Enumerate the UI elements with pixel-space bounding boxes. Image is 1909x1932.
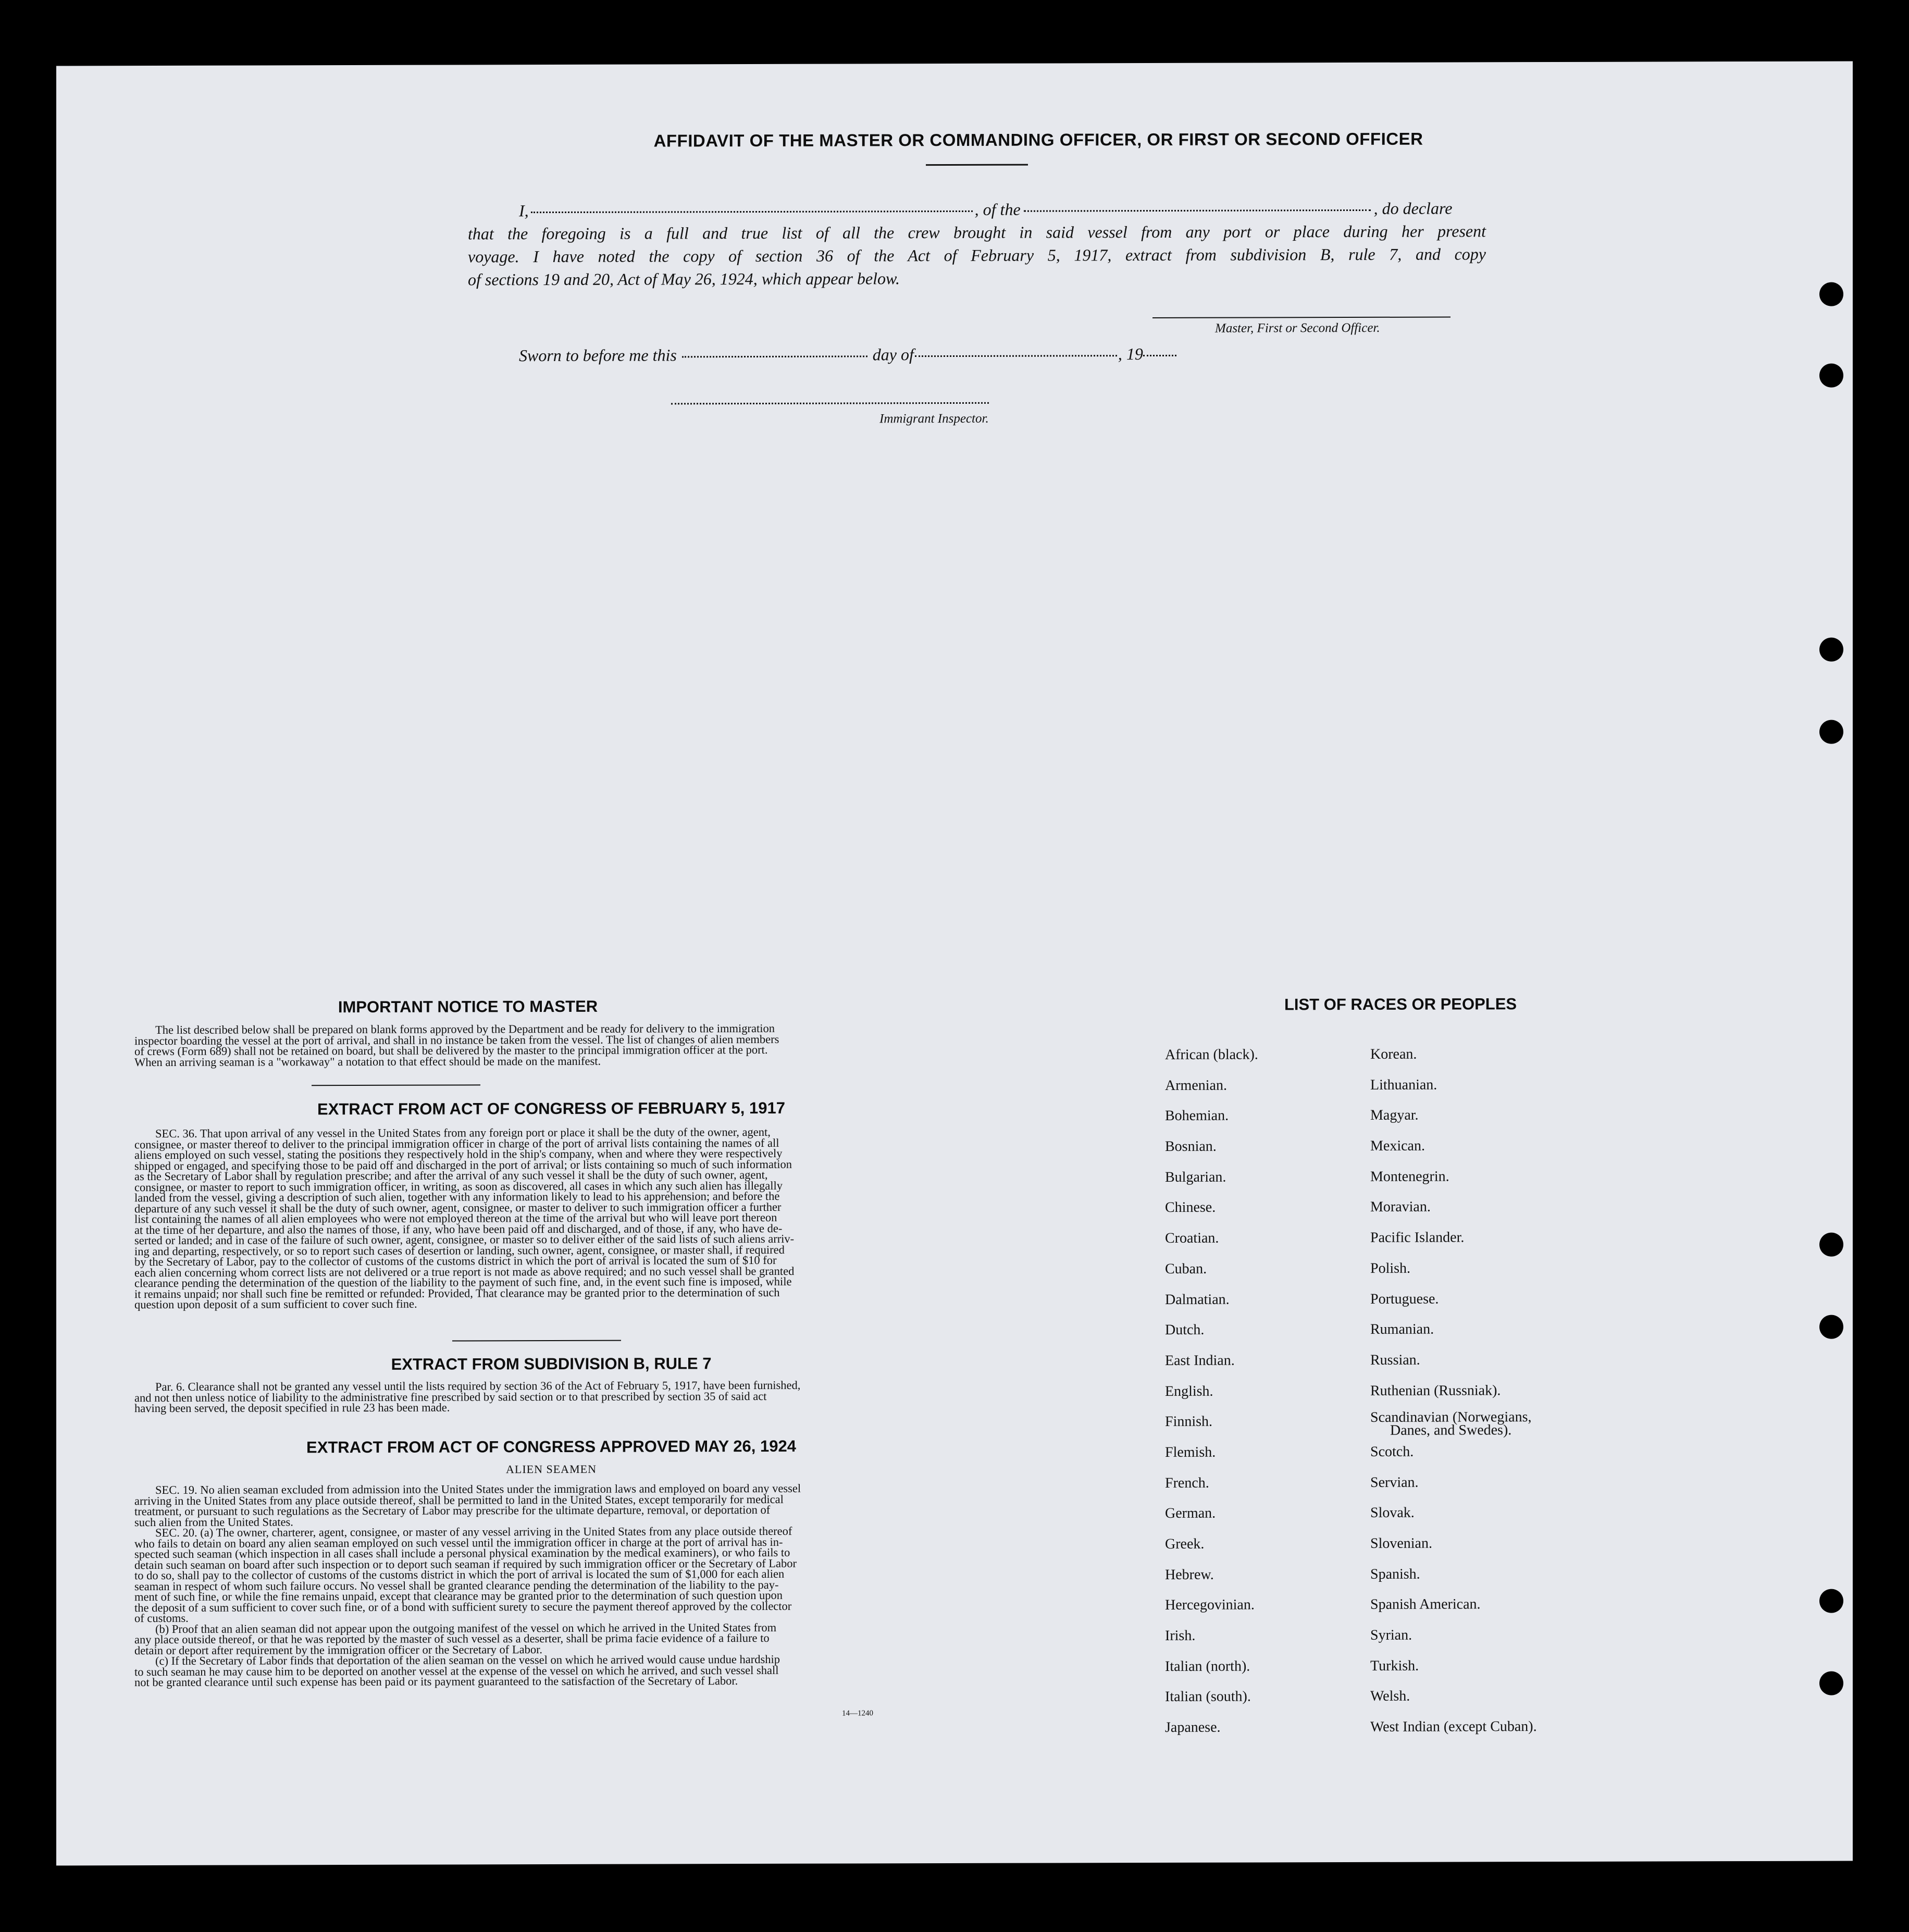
race-item: West Indian (except Cuban). <box>1370 1718 1537 1736</box>
race-item: Italian (north). <box>1165 1658 1250 1675</box>
race-item: Magyar. <box>1370 1107 1419 1124</box>
race-item: Dutch. <box>1165 1321 1205 1339</box>
race-item: Bulgarian. <box>1165 1169 1226 1185</box>
race-item: Ruthenian (Russniak). <box>1370 1382 1501 1399</box>
race-item: Russian. <box>1370 1352 1420 1368</box>
race-item: Finnish. <box>1165 1413 1213 1430</box>
notice-body <box>134 1023 966 1068</box>
extract-1917-line: as the Secretary of Labor shall by regulation prescribe; and after the arrival of any such vessel it shall be the duty of such owner, agent, <box>134 1168 768 1183</box>
extract-1924-line: seaman in respect of whom such failure occurs. No vessel shall be granted clearance pending the determination of the liability to the pay- <box>134 1578 779 1593</box>
race-item: English. <box>1165 1383 1213 1400</box>
race-item: Turkish. <box>1370 1657 1419 1674</box>
race-item: Moravian. <box>1370 1199 1431 1216</box>
extract-1924-title: EXTRACT FROM ACT OF CONGRESS APPROVED MAY 26, 1924 <box>306 1436 796 1457</box>
sworn-month-blank[interactable] <box>915 355 1117 357</box>
race-item: Slovak. <box>1370 1505 1415 1521</box>
race-item: Rumanian. <box>1370 1321 1434 1338</box>
binder-hole <box>1819 1671 1843 1695</box>
extract-1924-line: SEC. 19. No alien seaman excluded from admission into the United States under the immigration laws and employed on board any vessel <box>155 1481 801 1497</box>
race-item: Portuguese. <box>1370 1291 1439 1307</box>
race-item: African (black). <box>1165 1046 1258 1063</box>
extract-1917-line: departure of any such vessel it shall be the duty of such owner, agent, consignee, or master to deliver to such immigration officer a further <box>134 1200 782 1215</box>
extract-1924-line: (c) If the Secretary of Labor finds that deportation of the alien seaman on the vessel on which he arrived would cause undue hardship <box>155 1652 780 1668</box>
race-item: Syrian. <box>1370 1627 1412 1643</box>
extract-1924-line: arriving in the United States from any place outside thereof, shall be permitted to land in the United States, except temporarily for medical <box>134 1492 784 1507</box>
race-item: Montenegrin. <box>1370 1168 1449 1185</box>
extract-1917-line: landed from the vessel, giving a description of such alien, together with any information likely to lead to his apprehension; and before the <box>134 1189 780 1205</box>
document-sheet <box>56 61 1853 1865</box>
extract-1924-line: SEC. 20. (a) The owner, charterer, agent, consignee, or master of any vessel arriving in the United States from any place outside thereof <box>155 1524 792 1540</box>
affidavit-i: I, <box>519 201 529 220</box>
extract-1917-title: EXTRACT FROM ACT OF CONGRESS OF FEBRUARY 5, 1917 <box>317 1098 785 1119</box>
race-item: Pacific Islander. <box>1370 1229 1465 1246</box>
extract-1924-line: spected such seaman (which inspection in all cases shall include a personal physical examination by the medical examiners), or who fails to <box>134 1545 790 1561</box>
extract-1924-line: who fails to detain on board any alien seaman employed on such vessel until the immigration officer in charge at the port of arrival has in- <box>134 1535 783 1550</box>
master-signature-caption: Master, First or Second Officer. <box>1215 320 1380 336</box>
extract-1924-line: such alien from the United States. <box>134 1515 293 1529</box>
race-item: Polish. <box>1370 1260 1411 1277</box>
extract-b7-title: EXTRACT FROM SUBDIVISION B, RULE 7 <box>391 1354 712 1373</box>
extract-1917-line: clearance pending the determination of the question of the liability to the payment of such fine, and, in the event such fine is imposed, while <box>134 1274 792 1290</box>
race-item: Croatian. <box>1165 1230 1219 1247</box>
notice-line: The list described below shall be prepared on blank forms approved by the Department and be ready for delivery to the immigration <box>155 1021 775 1037</box>
extract-1917-line: it remains unpaid; nor shall such fine be remitted or refunded: Provided, That clearance may be granted prior to the determination of such <box>134 1285 780 1301</box>
extract-1924-line: ment of such fine, or while the fine remains unpaid, except that clearance may be granted prior to the determination of such question upon <box>134 1588 783 1604</box>
title-divider <box>926 164 1028 166</box>
extract-1917-line: SEC. 36. That upon arrival of any vessel in the United States from any foreign port or place it shall be the duty of the owner, agent, <box>155 1125 771 1141</box>
race-item: Servian. <box>1370 1474 1419 1491</box>
affidavit-do-declare: , do declare <box>1373 199 1453 218</box>
day-of-label: day of <box>872 345 914 364</box>
race-item: East Indian. <box>1165 1352 1235 1369</box>
notice-line: When an arriving seaman is a "workaway" a notation to that effect should be made on the manifest. <box>134 1054 601 1069</box>
form-number: 14—1240 <box>842 1709 873 1718</box>
notice-line: inspector boarding the vessel at the port of arrival, and shall in no instance be taken from the vessel. The list of changes of alien members <box>134 1032 779 1047</box>
master-signature-line[interactable] <box>1152 317 1451 318</box>
race-item: German. <box>1165 1505 1216 1522</box>
affidavit-line-4: of sections 19 and 20, Act of May 26, 1924, which appear below. <box>468 269 900 289</box>
extract-1924-line: of customs. <box>134 1611 189 1625</box>
binder-hole <box>1819 364 1843 388</box>
races-left-column <box>1165 1046 1342 1750</box>
race-item: Greek. <box>1165 1535 1205 1552</box>
section-divider <box>312 1084 480 1086</box>
race-item: Hebrew. <box>1165 1566 1214 1583</box>
binder-hole <box>1819 1315 1843 1339</box>
notice-line: of crews (Form 689) shall not be retained on board, but shall be delivered by the master to the principal immigration officer at the port. <box>134 1043 768 1058</box>
race-item-scandinavian: Scandinavian (Norwegians, <box>1370 1409 1532 1426</box>
race-item: Armenian. <box>1165 1077 1227 1094</box>
sworn-line <box>519 344 1176 365</box>
extract-1917-line: shipped or engaged, and specifying those to be paid off and discharged in the port of arrival; or lists containing so much of such information <box>134 1157 792 1172</box>
extract-1917-line: list containing the names of all alien employees who were not employed thereon at the time of the arrival but who will leave port thereon <box>134 1210 777 1226</box>
race-item: Dalmatian. <box>1165 1291 1230 1308</box>
affidavit-line-3: voyage. I have noted the copy of section 36 of the Act of February 5, 1917, extract from subdivision B, rule 7, and copy <box>468 244 1486 266</box>
sworn-day-blank[interactable] <box>682 355 867 357</box>
extract-1924-line: detain such seaman on board after such inspection or to deport such seaman if required by such immigration officer or the Secretary of Labor <box>134 1556 797 1571</box>
extract-1917-line: ing and departing, respectively, or so to report such cases of desertion or landing, such owner, agent, consignee, or master shall, if required <box>134 1243 785 1258</box>
notice-title: IMPORTANT NOTICE TO MASTER <box>338 997 598 1017</box>
binder-hole <box>1819 1233 1843 1257</box>
extract-1924-line: the deposit of a sum sufficient to cover such fine, or of a bond with sufficient surety to secure the payment thereof approved by the collector <box>134 1599 792 1614</box>
extract-1917-line: serted or landed; and in case of the failure of such owner, agent, consignee, or master so to deliver either of the said lists of such aliens arriv- <box>134 1232 795 1247</box>
race-item: Irish. <box>1165 1627 1196 1644</box>
affidavit-title: AFFIDAVIT OF THE MASTER OR COMMANDING OFFICER, OR FIRST OR SECOND OFFICER <box>653 129 1423 151</box>
binder-hole <box>1819 720 1843 744</box>
extract-1924-line: any place outside thereof, or that he was reported by the master of such vessel as a deserter, shall be prima facie evidence of a failure to <box>134 1631 770 1646</box>
race-item-scandinavian-cont: Danes, and Swedes). <box>1390 1422 1512 1439</box>
inspector-signature-line[interactable] <box>671 402 989 405</box>
sworn-label: Sworn to before me this <box>519 345 677 365</box>
extract-1917-line: by the Secretary of Labor, pay to the collector of customs of the customs district in which the port of arrival is located the sum of $10 for <box>134 1253 777 1269</box>
extract-1917-line: consignee, or master thereof to deliver to the principal immigration officer in charge of the port of arrival lists containing the names of all <box>134 1136 779 1151</box>
extract-1924-line: to such seaman he may cause him to be deported on another vessel at the expense of the vessel on which he arrived, and such vessel shall <box>134 1663 779 1678</box>
binder-hole <box>1819 638 1843 662</box>
extract-1924-line: (b) Proof that an alien seaman did not appear upon the outgoing manifest of the vessel on which he arrived in the United States from <box>155 1620 777 1636</box>
affidavit-text <box>468 196 1552 291</box>
inspector-signature-caption: Immigrant Inspector. <box>879 411 989 426</box>
binder-hole <box>1819 282 1843 306</box>
extract-1917-line: at the time of her departure, and also the names of those, if any, who have been paid off and discharged, and of those, if any, who have de- <box>134 1221 783 1236</box>
races-title: LIST OF RACES OR PEOPLES <box>1284 995 1517 1014</box>
race-item: Bosnian. <box>1165 1138 1217 1155</box>
race-item: Lithuanian. <box>1370 1076 1437 1093</box>
race-item: Spanish American. <box>1370 1596 1481 1613</box>
race-item: Hercegovinian. <box>1165 1596 1255 1614</box>
race-item: Japanese. <box>1165 1719 1221 1736</box>
extract-b7-line: Par. 6. Clearance shall not be granted any vessel until the lists required by section 36 of the Act of February 5, 1917, have been furnished, <box>155 1378 801 1394</box>
extract-1917-line: question upon deposit of a sum sufficient to cover such fine. <box>134 1297 417 1311</box>
race-item: Korean. <box>1370 1046 1417 1062</box>
race-item: Bohemian. <box>1165 1107 1229 1124</box>
affidavit-of-the: , of the <box>974 200 1021 219</box>
race-item: French. <box>1165 1475 1209 1491</box>
year-label: , 19 <box>1118 344 1143 364</box>
affidavit-line-2: that the foregoing is a full and true list of all the crew brought in said vessel from any port or place during her present <box>468 221 1486 243</box>
race-item: Slovenian. <box>1370 1535 1432 1552</box>
extract-1924-line: not be granted clearance until such expense has been paid or its payment guaranteed to the satisfaction of the Secretary of Labor. <box>134 1674 738 1689</box>
extract-1917-line: aliens employed on such vessel, stating the positions they respectively hold in the ship's company, when and where they were respectively <box>134 1146 783 1162</box>
race-item: Italian (south). <box>1165 1688 1251 1705</box>
race-item: Mexican. <box>1370 1137 1425 1154</box>
races-right-column <box>1370 1046 1610 1750</box>
extract-1924-subtitle: ALIEN SEAMEN <box>506 1462 597 1476</box>
race-item <box>1370 1410 1610 1442</box>
race-item: Chinese. <box>1165 1199 1216 1216</box>
race-item: Spanish. <box>1370 1566 1420 1582</box>
vessel-blank[interactable] <box>1024 209 1371 212</box>
race-item: Welsh. <box>1370 1688 1410 1705</box>
name-blank[interactable] <box>531 210 973 213</box>
extract-1917-line: consignee, or master to report to such immigration officer, in writing, as soon as discovered, all cases in which any such alien has illegally <box>134 1179 783 1194</box>
extract-1924-line: treatment, or pursuant to such regulations as the Secretary of Labor may prescribe for the ultimate departure, removal, or deportation of <box>134 1503 771 1518</box>
extract-1917-body <box>134 1126 966 1310</box>
extract-1924-line: detain or deport after requirement by the immigration officer or the Secretary of Labor. <box>134 1642 543 1657</box>
extract-1917-line: each alien concerning whom correct lists are not delivered or a true report is not made as above required; and no such vessel shall be granted <box>134 1264 795 1279</box>
extract-1924-line: to do so, shall pay to the collector of customs of the customs district in which the port of arrival is located the sum of $1,000 for each alien <box>134 1567 785 1582</box>
extract-b7-line: having been served, the deposit specified in rule 23 has been made. <box>134 1401 450 1415</box>
extract-b7-body <box>134 1380 966 1414</box>
race-item: Scotch. <box>1370 1443 1414 1460</box>
race-item: Flemish. <box>1165 1444 1216 1460</box>
sworn-year-blank[interactable] <box>1143 355 1176 356</box>
binder-hole <box>1819 1589 1843 1613</box>
race-item: Cuban. <box>1165 1260 1207 1277</box>
extract-b7-line: and not then unless notice of liability to the administrative fine prescribed by said section or to that prescribed by section 35 of said act <box>134 1389 767 1404</box>
extract-1924-body <box>134 1483 966 1688</box>
section-divider <box>452 1340 621 1342</box>
